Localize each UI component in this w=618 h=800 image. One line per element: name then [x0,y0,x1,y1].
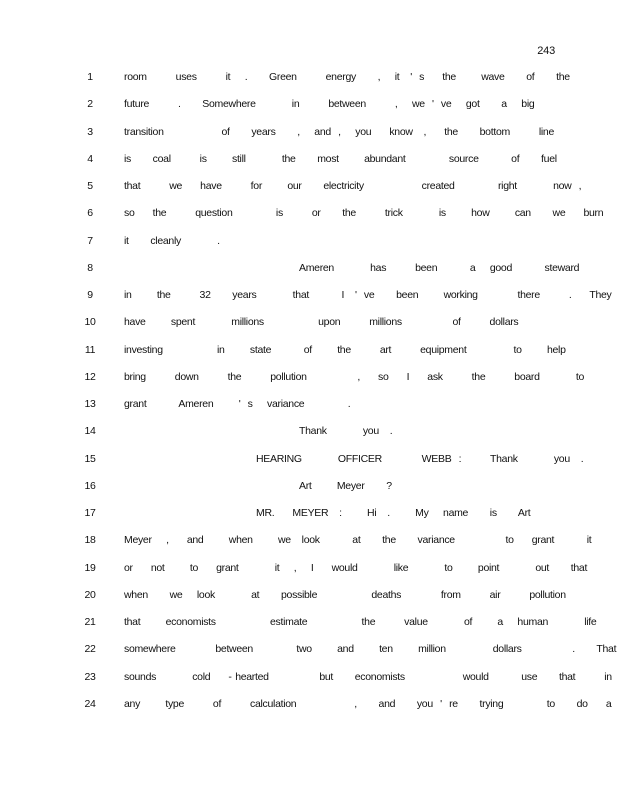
line-text: MR. MEYER : Hi . My name is Art [256,507,531,519]
line-number: 12 [84,370,96,383]
line-text: Ameren has been a good steward [299,261,580,274]
transcript-line [0,398,618,425]
transcript-line [0,71,618,98]
transcript-line [0,507,618,534]
line-text: transition of years , and , you know , the bottom line [124,125,555,138]
line-number: 15 [84,452,96,465]
line-number: 19 [84,561,96,574]
transcript-line [0,643,618,670]
line-number: 24 [84,697,96,710]
line-text: it cleanly . [124,234,220,247]
line-number: 22 [84,643,96,656]
transcript-line [0,207,618,234]
line-number: 3 [87,125,93,138]
line-text: room uses it . Green energy , it ' s the wave of the [124,71,570,83]
transcript-line [0,316,618,343]
line-text: in the 32 years that I ' ve been working there . They [124,289,612,301]
line-text: future . Somewhere in between , we ' ve got a big [124,98,535,111]
transcript-line [0,589,618,616]
line-text: Thank you . [299,425,393,438]
line-text: bring down the pollution , so I ask the board to [124,370,584,383]
line-number: 9 [87,289,93,301]
line-text: or not to grant it , I would like to point out that [124,561,588,574]
line-text: any type of calculation , and you ' re trying to do a [124,697,612,710]
line-text: somewhere between two and ten million dollars . That [124,643,617,656]
line-text: so the question is or the trick is how can we burn [124,207,604,220]
line-text: that we have for our electricity created right now , [124,180,582,192]
transcript-line [0,180,618,207]
transcript-body [0,71,618,725]
transcript-line [0,425,618,452]
line-number: 23 [84,670,96,683]
line-text: Art Meyer ? [299,479,392,492]
line-number: 16 [84,479,96,492]
transcript-line [0,371,618,398]
transcript-line [0,289,618,316]
transcript-line [0,262,618,289]
transcript-line [0,344,618,371]
transcript-line [0,671,618,698]
line-text: that economists estimate the value of a human life [124,616,597,628]
line-number: 4 [87,152,93,165]
line-text: grant Ameren ' s variance . [124,398,351,410]
line-text: is coal is still the most abundant source of fuel [124,152,557,165]
line-number: 18 [84,534,96,547]
transcript-line [0,534,618,561]
line-text: HEARING OFFICER WEBB : Thank you . [256,452,584,465]
line-number: 11 [84,343,96,356]
line-number: 17 [84,507,96,519]
transcript-line [0,616,618,643]
line-text: sounds cold - hearted but economists would use that in [124,670,612,683]
line-number: 6 [87,207,93,220]
line-text: Meyer , and when we look at the variance to grant it [124,534,592,547]
transcript-line [0,698,618,725]
page-number: 243 [537,45,555,57]
transcript-line [0,562,618,589]
transcript-line [0,153,618,180]
line-number: 1 [87,71,93,83]
line-number: 20 [84,588,96,601]
line-number: 5 [87,180,93,192]
line-number: 21 [84,616,96,628]
line-text: investing in state of the art equipment to help [124,343,566,356]
line-number: 10 [84,316,96,329]
transcript-line [0,235,618,262]
line-number: 13 [84,398,96,410]
transcript-line [0,453,618,480]
transcript-line [0,480,618,507]
line-text: have spent millions upon millions of dollars [124,316,519,329]
line-text: when we look at possible deaths from air pollution [124,588,566,601]
line-number: 2 [87,98,93,111]
transcript-line [0,98,618,125]
line-number: 8 [87,261,93,274]
line-number: 14 [84,425,96,438]
line-number: 7 [87,234,93,247]
transcript-line [0,126,618,153]
